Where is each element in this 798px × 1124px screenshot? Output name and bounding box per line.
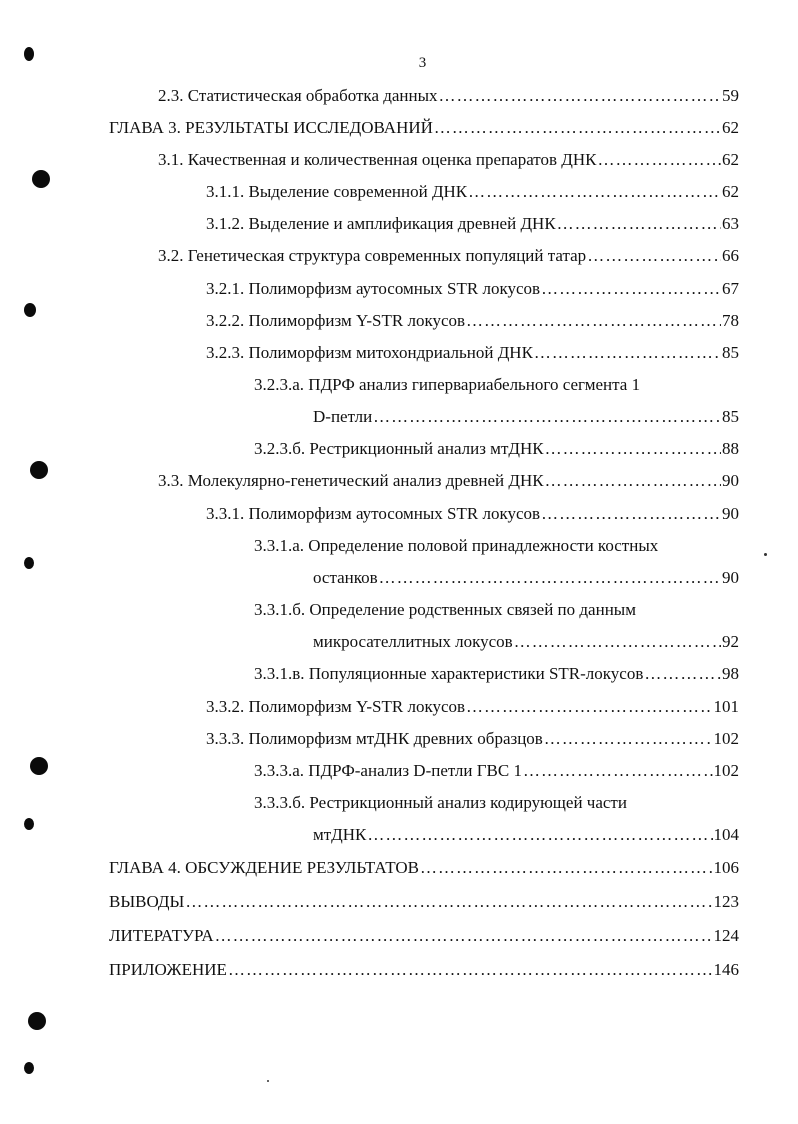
- dot-leader: [420, 856, 713, 880]
- dot-leader: [439, 84, 721, 108]
- toc-entry-page: 146: [713, 960, 739, 979]
- toc-entry[interactable]: [158, 84, 739, 108]
- dot-leader: [541, 502, 721, 526]
- toc-entry-page: 85: [722, 407, 739, 426]
- dot-leader: [541, 277, 721, 301]
- toc-entry-title: 3.2.3. Полиморфизм митохондриальной ДНК: [206, 343, 533, 362]
- toc-entry-title: 3.3.1.в. Популяционные характеристики STR-локусов: [254, 664, 644, 683]
- punch-hole: [24, 818, 34, 830]
- toc-entry[interactable]: [109, 856, 739, 880]
- toc-entry[interactable]: [313, 405, 739, 429]
- dot-leader: [373, 405, 721, 429]
- toc-entry-page: 62: [722, 150, 739, 169]
- toc-entry[interactable]: [206, 180, 739, 204]
- dot-leader: [466, 695, 712, 719]
- punch-hole: [32, 170, 50, 188]
- punch-hole: [24, 1062, 34, 1074]
- dot-leader: [587, 244, 721, 268]
- toc-entry-title: ПРИЛОЖЕНИЕ: [109, 960, 227, 979]
- toc-entry-page: 78: [722, 311, 739, 330]
- toc-entry-page: 92: [722, 632, 739, 651]
- toc-entry[interactable]: [158, 244, 739, 268]
- dot-leader: [644, 662, 721, 686]
- toc-entry-page: 62: [722, 118, 739, 137]
- dot-leader: [434, 116, 721, 140]
- toc-entry[interactable]: [158, 148, 739, 172]
- toc-entry-title: 3.2.3.б. Рестрикционный анализ мтДНК: [254, 439, 544, 458]
- punch-hole: [30, 757, 48, 775]
- dot-leader: [545, 437, 721, 461]
- toc-entry[interactable]: [109, 890, 739, 914]
- toc-entry-title: 3.3.2. Полиморфизм Y-STR локусов: [206, 697, 466, 716]
- toc-entry-page: 63: [722, 214, 739, 233]
- toc-entry[interactable]: [254, 759, 739, 783]
- toc-entry-title: 3.3.3.а. ПДРФ-анализ D-петли ГВС 1: [254, 761, 522, 780]
- toc-entry-page: 102: [713, 761, 739, 780]
- toc-entry[interactable]: [313, 630, 739, 654]
- punch-hole: [30, 461, 48, 479]
- toc-entry[interactable]: [109, 958, 739, 982]
- toc-entry-page: 67: [722, 279, 739, 298]
- toc-entry-page: 106: [713, 858, 739, 877]
- toc-entry-title: 3.1. Качественная и количественная оценка препаратов ДНК: [158, 150, 597, 169]
- dot-leader: [557, 212, 721, 236]
- toc-entry-title: 2.3. Статистическая обработка данных: [158, 86, 438, 105]
- toc-entry-title: 3.2.1. Полиморфизм аутосомных STR локусов: [206, 279, 541, 298]
- dot-leader: [228, 958, 713, 982]
- toc-entry-page: 66: [722, 246, 739, 265]
- toc-entry-page: 88: [722, 439, 739, 458]
- punch-hole: [28, 1012, 46, 1030]
- toc-entry-page: 59: [722, 86, 739, 105]
- toc-entry[interactable]: [254, 437, 739, 461]
- toc-entry[interactable]: [206, 341, 739, 365]
- toc-entry-page: 98: [722, 664, 739, 683]
- toc-entry-title[interactable]: 3.3.1.а. Определение половой принадлежности костных: [254, 536, 659, 555]
- dot-leader: [523, 759, 713, 783]
- toc-entry-title: ГЛАВА 4. ОБСУЖДЕНИЕ РЕЗУЛЬТАТОВ: [109, 858, 419, 877]
- toc-entry[interactable]: [254, 662, 739, 686]
- dot-leader: [534, 341, 721, 365]
- toc-entry[interactable]: [206, 727, 739, 751]
- toc-entry[interactable]: [313, 823, 739, 847]
- toc-entry[interactable]: [206, 309, 739, 333]
- toc-entry[interactable]: [109, 116, 739, 140]
- toc-entry-page: 124: [713, 926, 739, 945]
- dot-leader: [215, 924, 713, 948]
- toc-entry-title: ВЫВОДЫ: [109, 892, 185, 911]
- toc-entry[interactable]: [206, 695, 739, 719]
- dot-leader: [544, 727, 713, 751]
- toc-entry-title: 3.3.3. Полиморфизм мтДНК древних образцов: [206, 729, 543, 748]
- toc-entry-title: 3.1.1. Выделение современной ДНК: [206, 182, 468, 201]
- punch-hole: [24, 303, 36, 317]
- toc-entry-title: ГЛАВА 3. РЕЗУЛЬТАТЫ ИССЛЕДОВАНИЙ: [109, 118, 433, 137]
- toc-entry-page: 62: [722, 182, 739, 201]
- dot-leader: [468, 180, 721, 204]
- toc-entry-title: 3.1.2. Выделение и амплификация древней ДНК: [206, 214, 556, 233]
- dot-leader: [598, 148, 721, 172]
- toc-entry-page: 104: [713, 825, 739, 844]
- punch-hole: [24, 557, 34, 569]
- dot-leader: [545, 469, 721, 493]
- toc-entry-page: 85: [722, 343, 739, 362]
- toc-entry-page: 123: [713, 892, 739, 911]
- toc-entry[interactable]: [313, 566, 739, 590]
- toc-entry-continuation: микросателлитных локусов: [313, 632, 513, 651]
- toc-entry[interactable]: [206, 212, 739, 236]
- scan-speck: [764, 553, 767, 556]
- toc-entry-page: 90: [722, 471, 739, 490]
- dot-leader: [514, 630, 721, 654]
- toc-entry-title: 3.3.1. Полиморфизм аутосомных STR локусов: [206, 504, 541, 523]
- toc-entry-title: 3.3. Молекулярно-генетический анализ древней ДНК: [158, 471, 544, 490]
- toc-entry[interactable]: [206, 502, 739, 526]
- toc-entry-page: 90: [722, 568, 739, 587]
- toc-entry-page: 90: [722, 504, 739, 523]
- scan-speck: [267, 1080, 269, 1082]
- toc-entry-title[interactable]: 3.2.3.а. ПДРФ анализ гипервариабельного сегмента 1: [254, 375, 641, 394]
- toc-entry-continuation: останков: [313, 568, 378, 587]
- toc-entry-title: 3.2. Генетическая структура современных популяций татар: [158, 246, 587, 265]
- dot-leader: [185, 890, 712, 914]
- toc-entry-page: 102: [713, 729, 739, 748]
- toc-entry-title: 3.2.2. Полиморфизм Y-STR локусов: [206, 311, 466, 330]
- toc-entry-continuation: мтДНК: [313, 825, 367, 844]
- toc-entry-continuation: D-петли: [313, 407, 373, 426]
- dot-leader: [367, 823, 712, 847]
- toc-entry-title[interactable]: 3.3.1.б. Определение родственных связей по данным: [254, 600, 636, 619]
- toc-entry-page: 101: [713, 697, 739, 716]
- toc-entry[interactable]: [158, 469, 739, 493]
- dot-leader: [379, 566, 721, 590]
- toc-entry-title: ЛИТЕРАТУРА: [109, 926, 214, 945]
- toc-entry-title[interactable]: 3.3.3.б. Рестрикционный анализ кодирующей части: [254, 793, 627, 812]
- dot-leader: [466, 309, 721, 333]
- page-number: 3: [418, 55, 427, 71]
- toc-entry[interactable]: [109, 924, 739, 948]
- toc-entry[interactable]: [206, 277, 739, 301]
